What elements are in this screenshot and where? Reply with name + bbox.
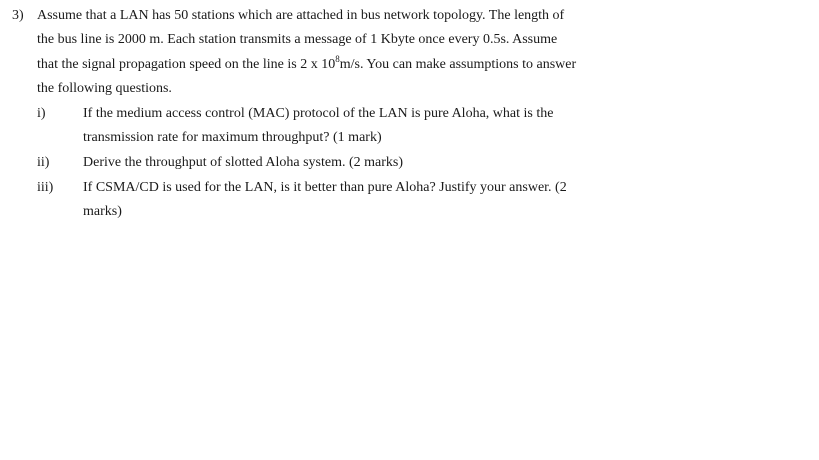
question-line-3-post: m/s. You can make assumptions to answer	[339, 57, 577, 72]
sub-question-line-2: transmission rate for maximum throughput? (1 mark)	[83, 130, 382, 145]
question-line-2: the bus line is 2000 m. Each station transmits a message of 1 Kbyte once every 0.5s. Assume	[37, 32, 558, 47]
exponent: 8	[335, 54, 340, 64]
question-line-1: Assume that a LAN has 50 stations which are attached in bus network topology. The length of	[37, 8, 565, 23]
question-line-3	[37, 54, 577, 73]
sub-question-line-2: marks)	[83, 204, 122, 219]
question-line-4: the following questions.	[37, 81, 172, 96]
sub-question-label: iii)	[37, 180, 54, 195]
question-number: 3)	[12, 8, 24, 23]
sub-question-line-1: If the medium access control (MAC) protocol of the LAN is pure Aloha, what is the	[83, 106, 554, 121]
sub-question-line-1: If CSMA/CD is used for the LAN, is it better than pure Aloha? Justify your answer. (2	[83, 180, 567, 195]
sub-question-label: ii)	[37, 155, 50, 170]
sub-question-label: i)	[37, 106, 46, 121]
sub-question-line-1: Derive the throughput of slotted Aloha system. (2 marks)	[83, 155, 403, 170]
question-line-3-pre: that the signal propagation speed on the line is 2 x 10	[37, 57, 336, 72]
